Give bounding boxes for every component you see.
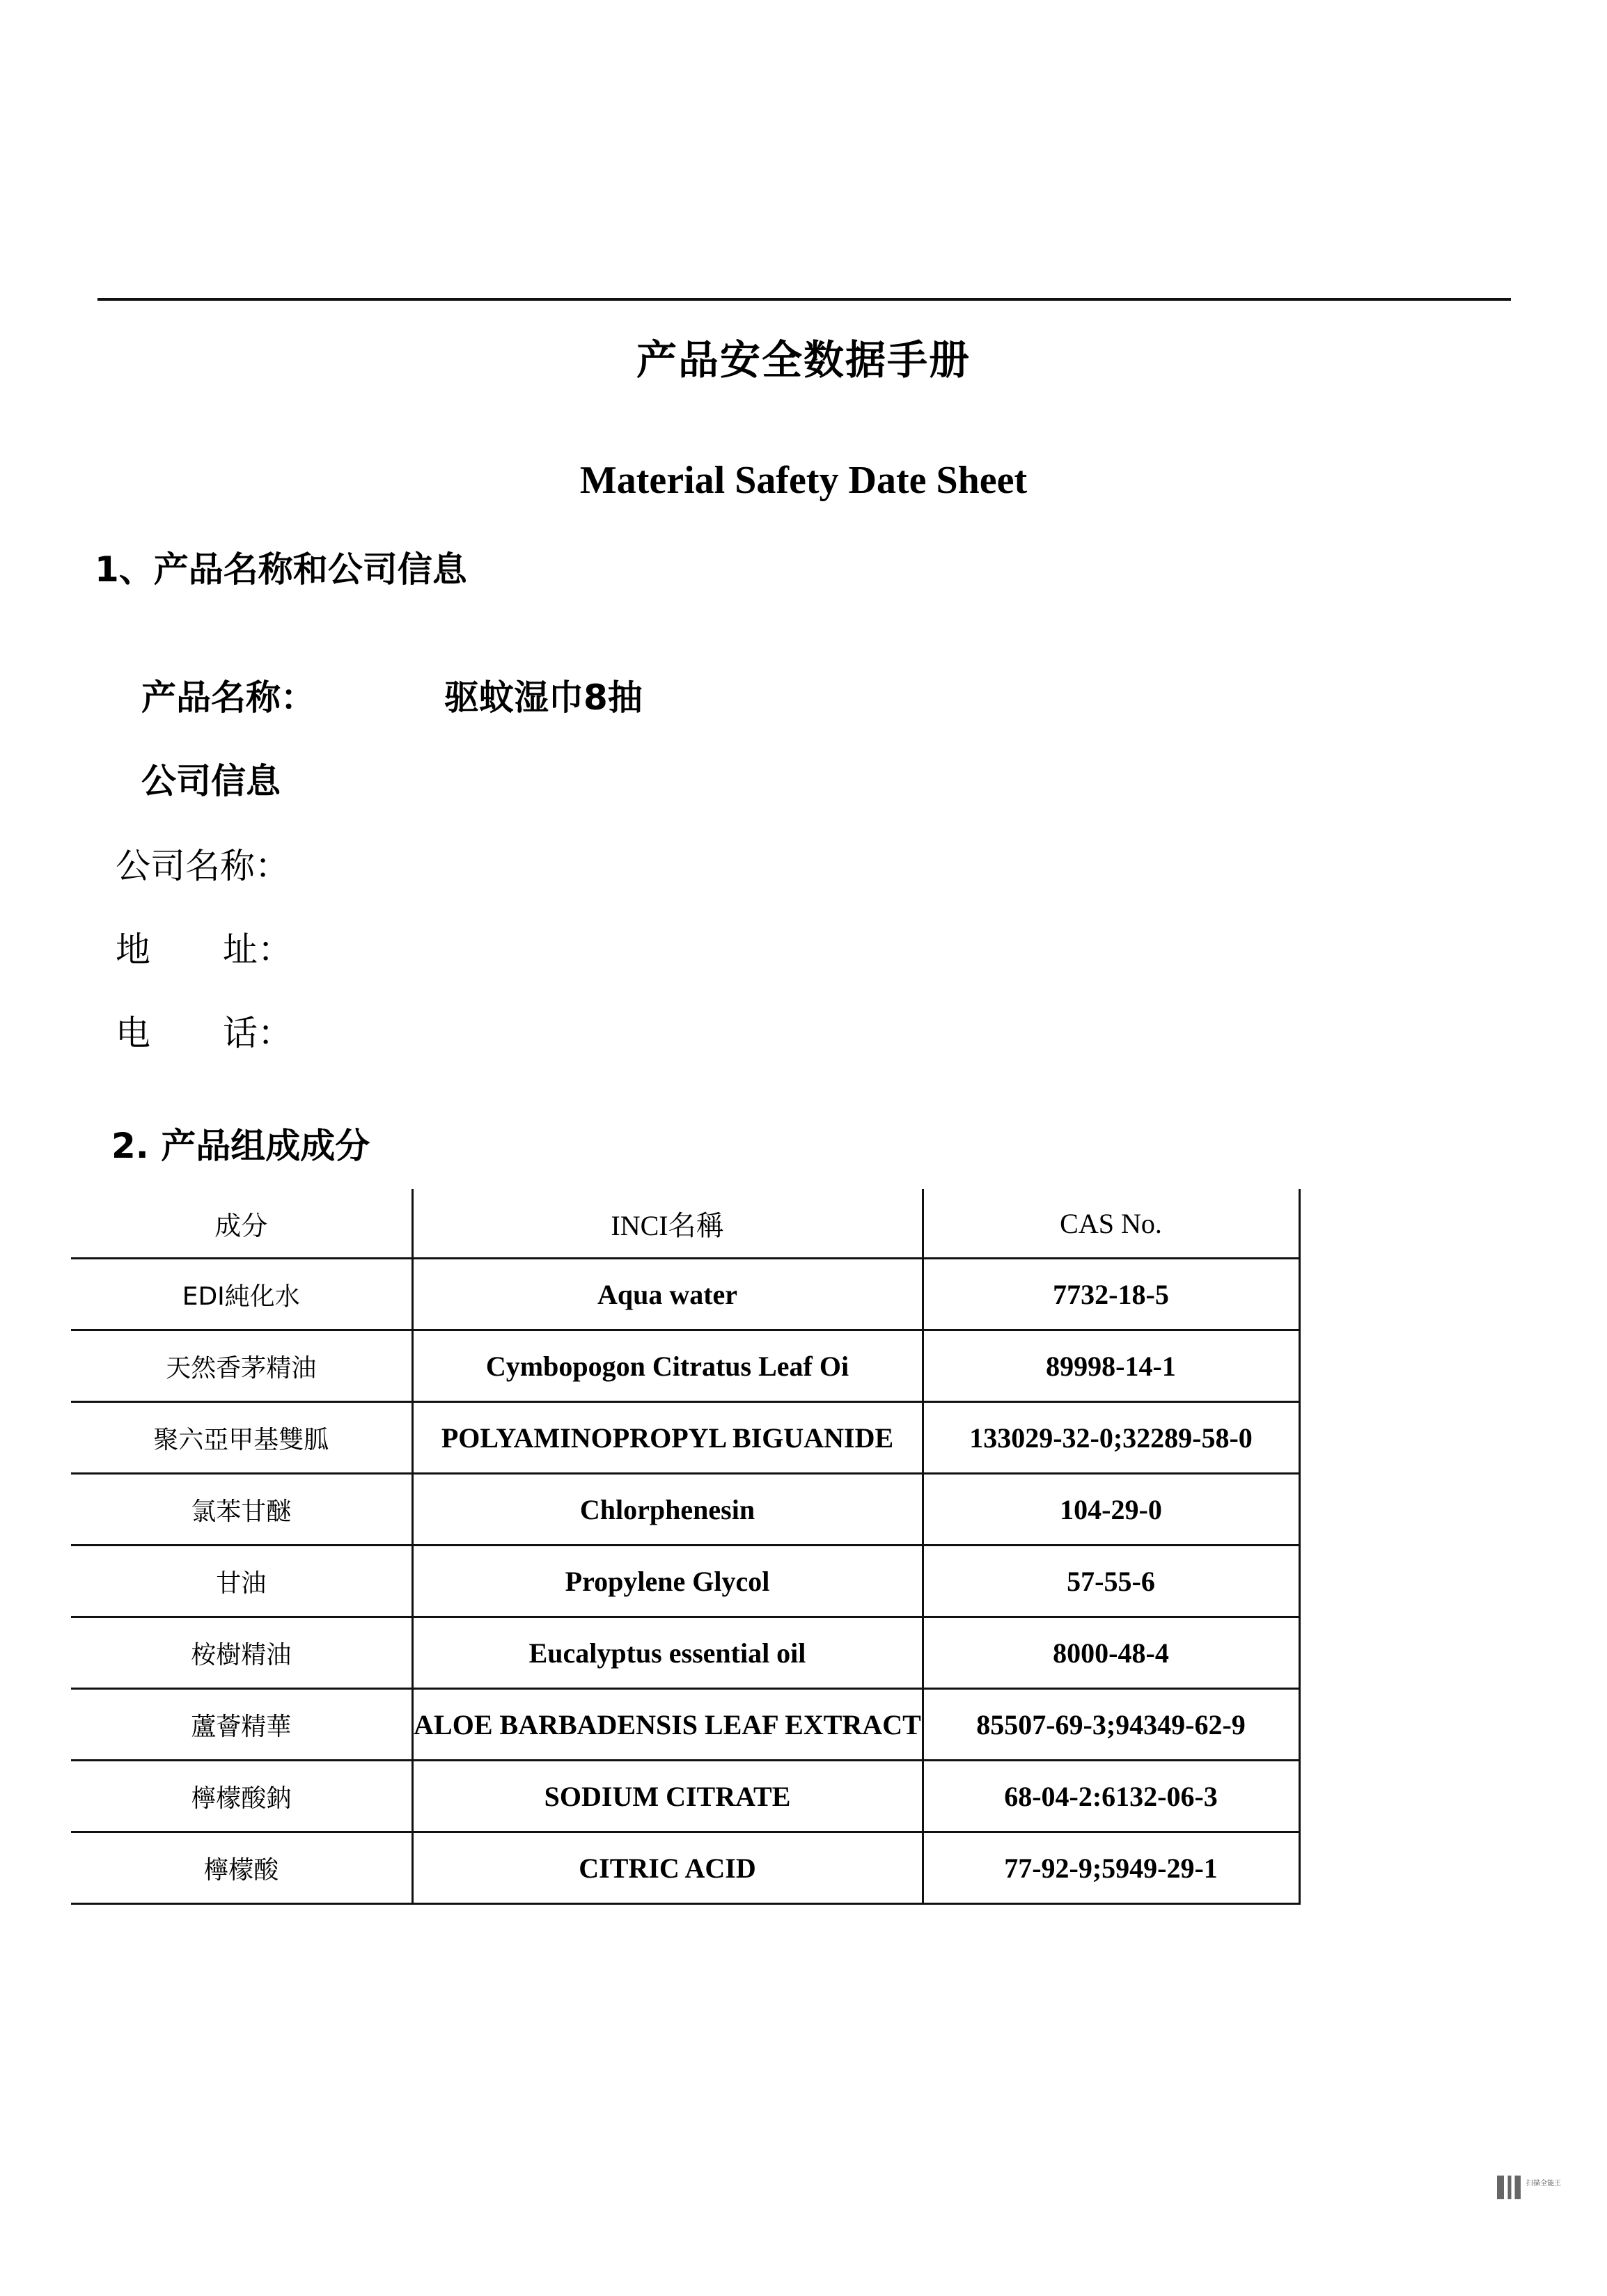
cas-cell: 89998-14-1 bbox=[923, 1330, 1299, 1402]
inci-cell: Chlorphenesin bbox=[412, 1474, 923, 1546]
inci-cell: Aqua water bbox=[412, 1259, 923, 1330]
cas-cell: 77-92-9;5949-29-1 bbox=[923, 1832, 1299, 1904]
inci-cell: ALOE BARBADENSIS LEAF EXTRACT bbox=[412, 1689, 923, 1761]
ingredient-cell: 聚六亞甲基雙胍 bbox=[71, 1402, 412, 1474]
cas-cell: 57-55-6 bbox=[923, 1546, 1299, 1617]
table-row bbox=[71, 1330, 1299, 1402]
table-row bbox=[71, 1402, 1299, 1474]
table-row bbox=[71, 1474, 1299, 1546]
phone-label-second: 话： bbox=[223, 1013, 292, 1053]
document-title-cn: 产品安全数据手册 bbox=[636, 336, 971, 384]
header-inci-name: INCI名稱 bbox=[412, 1189, 923, 1259]
header-ingredient: 成分 bbox=[71, 1189, 412, 1259]
inci-cell: Cymbopogon Citratus Leaf Oi bbox=[412, 1330, 923, 1402]
inci-cell: Eucalyptus essential oil bbox=[412, 1617, 923, 1689]
ingredient-cell: 檸檬酸鈉 bbox=[71, 1761, 412, 1832]
section-1-heading: 1、产品名称和公司信息 bbox=[95, 549, 467, 590]
inci-cell: POLYAMINOPROPYL BIGUANIDE bbox=[412, 1402, 923, 1474]
watermark-brand: 扫描全能王 bbox=[1526, 2180, 1561, 2187]
ingredient-cell: 天然香茅精油 bbox=[71, 1330, 412, 1402]
table-row bbox=[71, 1546, 1299, 1617]
scanner-watermark bbox=[1497, 2176, 1581, 2203]
address-label-first: 地 bbox=[116, 929, 150, 970]
ingredients-table bbox=[71, 1189, 1301, 1905]
cas-cell: 68-04-2:6132-06-3 bbox=[923, 1761, 1299, 1832]
inci-cell: Propylene Glycol bbox=[412, 1546, 923, 1617]
product-name-label: 产品名称： bbox=[141, 677, 315, 718]
ingredient-cell: 甘油 bbox=[71, 1546, 412, 1617]
cas-cell: 133029-32-0;32289-58-0 bbox=[923, 1402, 1299, 1474]
table-header-row bbox=[71, 1189, 1299, 1259]
cas-cell: 104-29-0 bbox=[923, 1474, 1299, 1546]
table-row bbox=[71, 1761, 1299, 1832]
cas-cell: 85507-69-3;94349-62-9 bbox=[923, 1689, 1299, 1761]
header-rule bbox=[97, 298, 1511, 301]
ingredient-cell: 桉樹精油 bbox=[71, 1617, 412, 1689]
inci-cell: CITRIC ACID bbox=[412, 1832, 923, 1904]
ingredient-cell: 氯苯甘醚 bbox=[71, 1474, 412, 1546]
table-row bbox=[71, 1689, 1299, 1761]
product-name-value: 驱蚊湿巾8抽 bbox=[444, 677, 643, 718]
section-2-heading: 2. 产品组成成分 bbox=[111, 1126, 370, 1166]
document-title-en: Material Safety Date Sheet bbox=[579, 459, 1028, 502]
company-name-label: 公司名称： bbox=[116, 846, 290, 886]
phone-label-first: 电 bbox=[116, 1013, 150, 1053]
cas-cell: 7732-18-5 bbox=[923, 1259, 1299, 1330]
table-row bbox=[71, 1617, 1299, 1689]
cas-cell: 8000-48-4 bbox=[923, 1617, 1299, 1689]
qr-code-icon bbox=[1497, 2176, 1521, 2199]
inci-cell: SODIUM CITRATE bbox=[412, 1761, 923, 1832]
ingredient-cell: 蘆薈精華 bbox=[71, 1689, 412, 1761]
company-info-label: 公司信息 bbox=[141, 761, 281, 801]
table-row bbox=[71, 1832, 1299, 1904]
table-row bbox=[71, 1259, 1299, 1330]
header-cas-no: CAS No. bbox=[923, 1189, 1299, 1259]
ingredient-cell: EDI純化水 bbox=[71, 1259, 412, 1330]
ingredient-cell: 檸檬酸 bbox=[71, 1832, 412, 1904]
address-label-second: 址： bbox=[223, 929, 292, 970]
